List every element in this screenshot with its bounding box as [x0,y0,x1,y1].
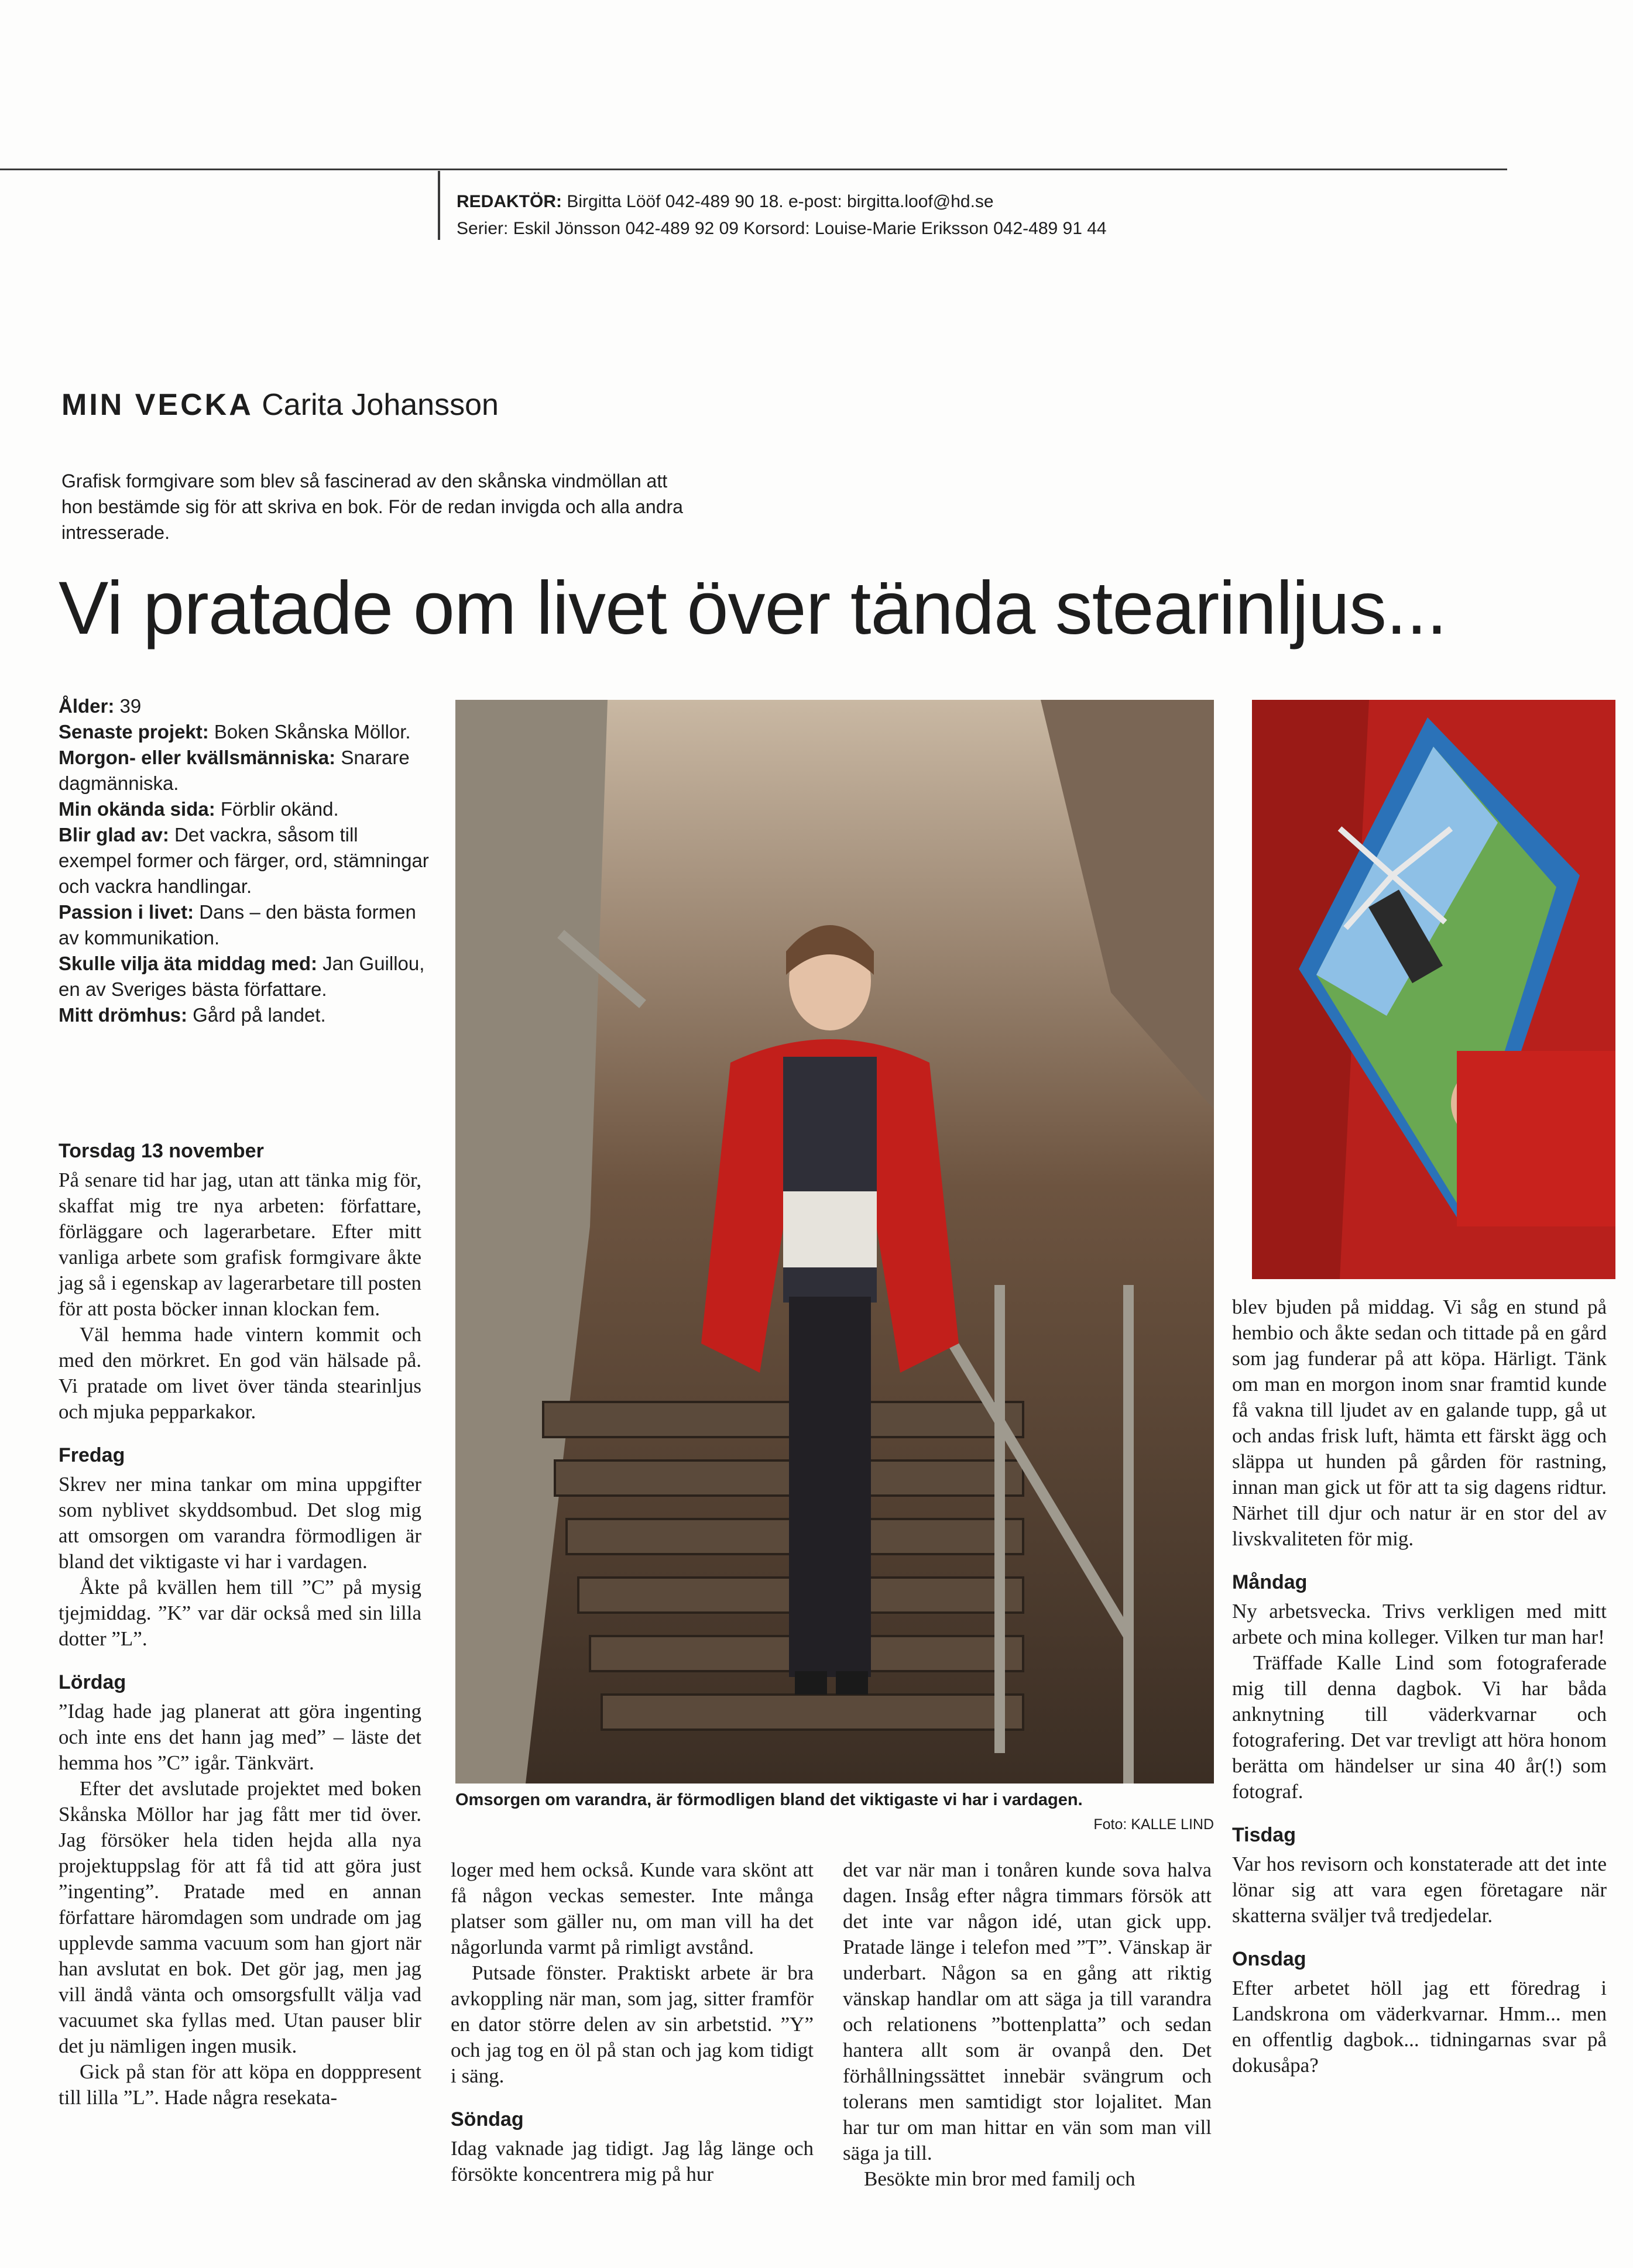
paragraph: Var hos revisorn och konstaterade att det inte lönar sig att vara egen företagare när skatterna sväljer två tredjedelar. [1232,1853,1607,1927]
column-3 [843,1857,1212,2192]
heading-tuesday: Tisdag [1232,1824,1296,1846]
column-2 [451,1857,814,2187]
paragraph: Besökte min bror med familj och [864,2167,1135,2190]
fact-dream-house: Mitt drömhus: Gård på landet. [59,1004,326,1026]
column-1 [59,1138,421,2111]
heading-friday: Fredag [59,1444,125,1466]
series-text: Serier: Eskil Jönsson 042-489 92 09 Korsord: Louise-Marie Eriksson 042-489 91 44 [457,219,1107,238]
main-photo [455,700,1214,1784]
main-photo-illustration [455,700,1214,1784]
fact-project: Senaste projekt: Boken Skånska Möllor. [59,721,411,743]
paragraph: Åkte på kvällen hem till ”C” på mysig tjejmiddag. ”K” var där också med sin lilla dotter ”L”. [59,1576,421,1650]
editor-label: REDAKTÖR: [457,192,562,211]
paragraph: Träffade Kalle Lind som fotograferade mig till denna dagbok. Vi har båda anknytning till väderkvarnar och fotografering. Det var trevligt att höra honom berätta om händelser ur sina 40 år(!) som fotograf. [1232,1651,1607,1803]
heading-thursday: Torsdag 13 november [59,1140,264,1162]
paragraph: ”Idag hade jag planerat att göra ingenting och inte ens det hann jag med” – läste det hemma hos ”C” igår. Tänkvärt. [59,1700,421,1774]
fact-morning-evening: Morgon- eller kvällsmänniska: Snarare dagmänniska. [59,747,410,794]
paragraph: Putsade fönster. Praktiskt arbete är bra avkoppling när man, som jag, sitter framför en dator större delen av sin arbetstid. ”Y” och jag tog en öl på stan och jag kom tidigt i säng. [451,1961,814,2087]
heading-sunday: Söndag [451,2108,524,2130]
fact-passion: Passion i livet: Dans – den bästa formen av kommunikation. [59,901,416,949]
paragraph: Idag vaknade jag tidigt. Jag låg länge och försökte koncentrera mig på hur [451,2137,814,2185]
editor-info [457,188,1107,242]
photo-caption: Omsorgen om varandra, är förmodligen bland det viktigaste vi har i vardagen. [455,1791,1083,1809]
paragraph: På senare tid har jag, utan att tänka mig för, skaffat mig tre nya arbeten: författare, förläggare och lagerarbetare. Efter mitt vanliga arbete som grafisk formgivare åkte jag så i egenskap av lagerarbetare till posten för att posta böcker innan klockan fem. [59,1169,421,1320]
kicker-label: MIN VECKA [61,388,253,422]
fact-dinner: Skulle vilja äta middag med: Jan Guillou, en av Sveriges bästa författare. [59,953,425,1000]
top-rule [0,169,1507,170]
fact-age: Ålder: 39 [59,695,142,717]
kicker [61,387,499,422]
paragraph: Ny arbetsvecka. Trivs verkligen med mitt arbete och mina kolleger. Vilken tur man har! [1232,1600,1607,1648]
heading-monday: Måndag [1232,1571,1308,1593]
fact-unknown-side: Min okända sida: Förblir okänd. [59,798,339,820]
editor-divider [438,171,440,240]
editor-text: Birgitta Lööf 042-489 90 18. e-post: birgitta.loof@hd.se [567,192,994,211]
paragraph: Efter det avslutade projektet med boken Skånska Möllor har jag fått mer tid över. Jag försöker hela tiden hejda alla nya projektuppslag för att få tid att göra just ”ingenting”. Pratade med en annan författare häromdagen som undrade om jag upplevde samma vacuum som han gjort när han avslutat en bok. Det gör jag, men jag vill ändå vänta och omsorgsfullt välja vad vacuumet ska fyllas med. Utan pauser blir det ju nämligen ingen musik. [59,1777,421,2057]
headline: Vi pratade om livet över tända stearinljus... [59,566,1447,650]
book-photo [1252,700,1615,1279]
paragraph: Väl hemma hade vintern kommit och med den mörkret. En god vän hälsade på. Vi pratade om livet över tända stearinljus och mjuka pepparkakor. [59,1323,421,1423]
photo-credit: Foto: KALLE LIND [1093,1816,1214,1833]
heading-saturday: Lördag [59,1671,126,1693]
paragraph: loger med hem också. Kunde vara skönt att få någon veckas semester. Inte många platser som gäller nu, om man vill ha det någorlunda varmt på rimligt avstånd. [451,1858,814,1958]
paragraph: blev bjuden på middag. Vi såg en stund på hembio och åkte sedan och tittade på en gård som jag funderar på att köpa. Härligt. Tänk om man en morgon inom snar framtid kunde få vakna till ljudet av en galande tupp, gå ut och andas frisk luft, hämta ett färskt ägg och släppa ut hunden på gården för rastning, innan man gick ut för att ta sig dagens ridtur. Närhet till djur och natur är en stor del av livskvaliteten för mig. [1232,1295,1607,1550]
fact-box [59,693,433,1028]
intro-text: Grafisk formgivare som blev så fascinerad av den skånska vindmöllan att hon bestämde sig för att skriva en bok. För de redan invigda och alla andra intresserade. [61,470,683,543]
kicker-name: Carita Johansson [262,388,499,422]
fact-happy: Blir glad av: Det vackra, såsom till exempel former och färger, ord, stämningar och vackra handlingar. [59,824,429,897]
heading-wednesday: Onsdag [1232,1948,1306,1970]
book-photo-illustration [1252,700,1615,1279]
paragraph: Skrev ner mina tankar om mina uppgifter som nyblivet skyddsombud. Det slog mig att omsorgen om varandra förmodligen är bland det viktigaste vi har i vardagen. [59,1473,421,1573]
paragraph: Gick på stan för att köpa en dopppresent till lilla ”L”. Hade några resekata- [59,2060,421,2109]
paragraph: det var när man i tonåren kunde sova halva dagen. Insåg efter några timmars försök att det inte var någon idé, utan gick upp. Pratade länge i telefon med ”T”. Vänskap är underbart. Någon sa en gång att riktig vänskap handlar om att säga ja till varandra och relationens ”bottenplatta” och sedan hantera allt som är ovanpå den. Det förhållningssättet innebär svängrum och tolerans men samtidigt stor lojalitet. Man har tur om man hittar en vän som man vill säga ja till. [843,1858,1212,2164]
column-4 [1232,1294,1607,2078]
paragraph: Efter arbetet höll jag ett föredrag i Landskrona om väderkvarnar. Hmm... men en offentlig dagbok... tidningarnas svar på dokusåpa? [1232,1977,1607,2077]
